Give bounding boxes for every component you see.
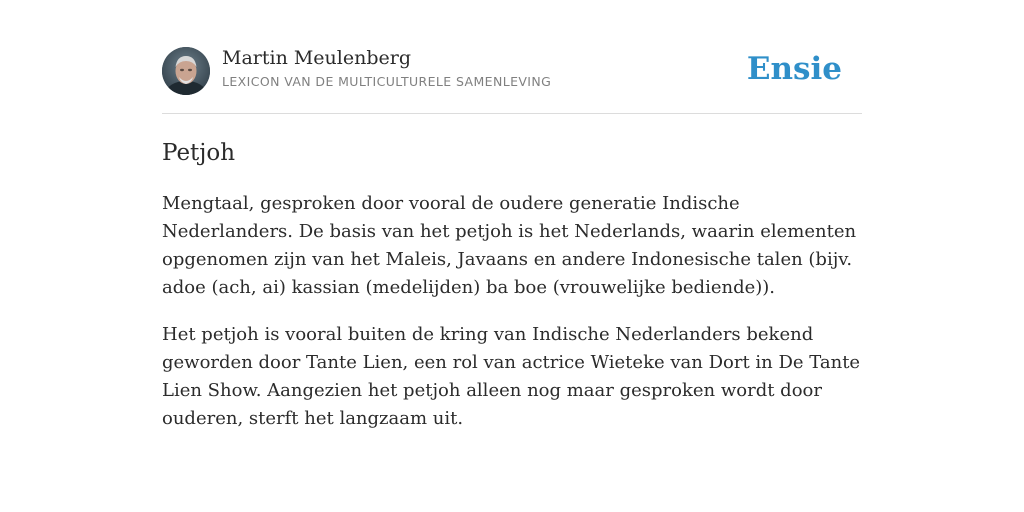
paragraph: Het petjoh is vooral buiten de kring van Indische Nederlanders bekend geworden door Tante Lien, een rol van actrice Wieteke van Dort in De Tante Lien Show. Aangezien het petjoh alleen nog maar gesproken wordt door ouderen, sterft het langzaam uit. — [162, 324, 861, 429]
entry-title: Petjoh — [162, 140, 236, 166]
entry-card — [162, 46, 862, 452]
author-name[interactable]: Martin Meulenberg — [222, 47, 411, 69]
entry-body — [162, 190, 862, 433]
brand-logo[interactable]: Ensie — [746, 51, 842, 87]
author-portrait-icon — [162, 47, 210, 95]
author-avatar[interactable] — [162, 47, 210, 95]
paragraph: Mengtaal, gesproken door vooral de oudere generatie Indische Nederlanders. De basis van het petjoh is het Nederlands, waarin elementen opgenomen zijn van het Maleis, Javaans en andere Indonesische talen (bijv. adoe (ach, ai) kassian (medelijden) ba boe (vrouwelijke bediende)). — [162, 193, 857, 298]
entry-header — [162, 46, 862, 114]
author-block — [222, 46, 551, 89]
publication-name[interactable]: LEXICON VAN DE MULTICULTURELE SAMENLEVING — [222, 74, 552, 89]
